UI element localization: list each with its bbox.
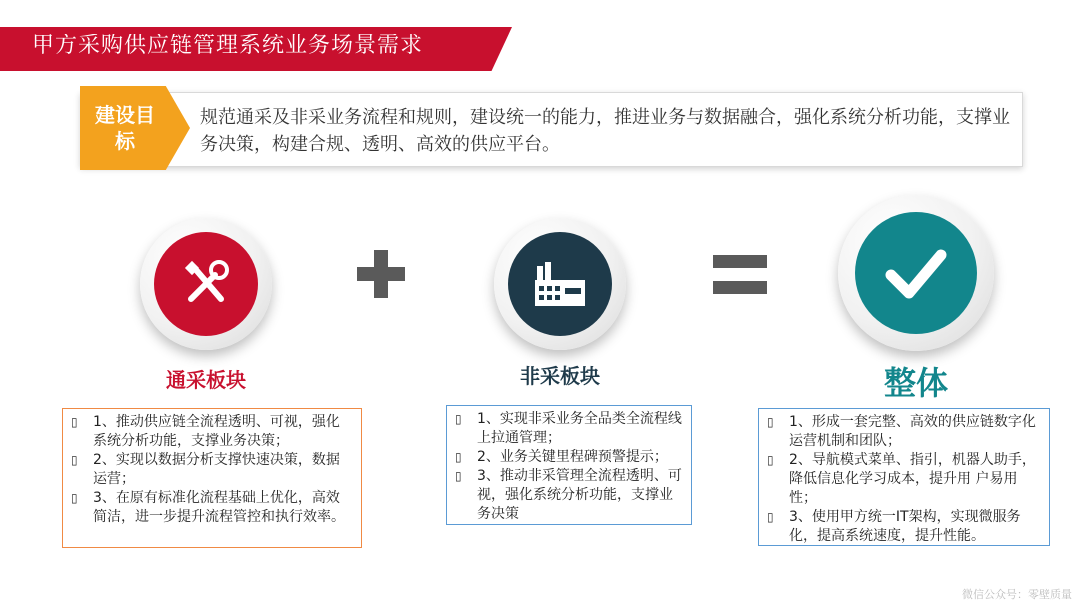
bullet: ▯ (71, 415, 78, 429)
watermark: 微信公众号：零壁质量 (962, 588, 1072, 601)
list-item (455, 467, 683, 524)
list-item (455, 448, 683, 467)
checkmark-icon (881, 243, 951, 303)
zhengti-label: 整体 (883, 364, 948, 402)
list-item (455, 410, 683, 448)
list-item-text: 1、实现非采业务全品类全流程线上拉通管理； (477, 411, 682, 446)
page-title: 甲方采购供应链管理系统业务场景需求 (32, 34, 424, 58)
feicai-circle-inner (508, 232, 612, 336)
list-item-text: 3、推动非采管理全流程透明、可视，强化系统分析功能，支撑业务决策 (477, 468, 682, 522)
list-item-text: 1、形成一套完整、高效的供应链数字化运营机制和团队； (789, 414, 1036, 449)
feicai-label: 非采板块 (520, 364, 600, 388)
bullet: ▯ (71, 453, 78, 467)
bullet: ▯ (767, 510, 774, 524)
list-item-text: 2、导航模式菜单、指引，机器人助手，降低信息化学习成本，提升用 户易用性； (789, 452, 1036, 506)
tongcai-circle-inner (154, 232, 258, 336)
list-item (71, 489, 353, 527)
zhengti-list (758, 408, 1050, 546)
list-item (767, 413, 1041, 451)
list-item-text: 3、使用甲方统一IT架构，实现微服务化，提高系统速度，提升性能。 (789, 509, 1021, 544)
tongcai-list (62, 408, 362, 548)
feicai-list (446, 405, 692, 525)
bullet: ▯ (71, 491, 78, 505)
list-item (71, 413, 353, 451)
tongcai-label: 通采板块 (166, 368, 246, 392)
list-item-text: 2、业务关键里程碑预警提示； (477, 449, 668, 465)
goal-tag-label: 建设目标 (95, 103, 155, 153)
bullet: ▯ (767, 453, 774, 467)
bullet: ▯ (767, 415, 774, 429)
bullet: ▯ (455, 450, 462, 464)
list-item (71, 451, 353, 489)
factory-icon (531, 258, 589, 310)
zhengti-circle-inner (855, 212, 977, 334)
bullet: ▯ (455, 469, 462, 483)
tools-icon (177, 255, 235, 313)
list-item-text: 1、推动供应链全流程透明、可视，强化系统分析功能，支撑业务决策； (93, 414, 340, 449)
goal-description: 规范通采及非采业务流程和规则，建设统一的能力，推进业务与数据融合，强化系统分析功能，支撑业务决策，构建合规、透明、高效的供应平台。 (200, 107, 1010, 155)
list-item-text: 3、在原有标准化流程基础上优化，高效简洁，进一步提升流程管控和执行效率。 (93, 490, 345, 525)
list-item-text: 2、实现以数据分析支撑快速决策，数据运营； (93, 452, 340, 487)
list-item (767, 451, 1041, 508)
list-item (767, 508, 1041, 546)
bullet: ▯ (455, 412, 462, 426)
